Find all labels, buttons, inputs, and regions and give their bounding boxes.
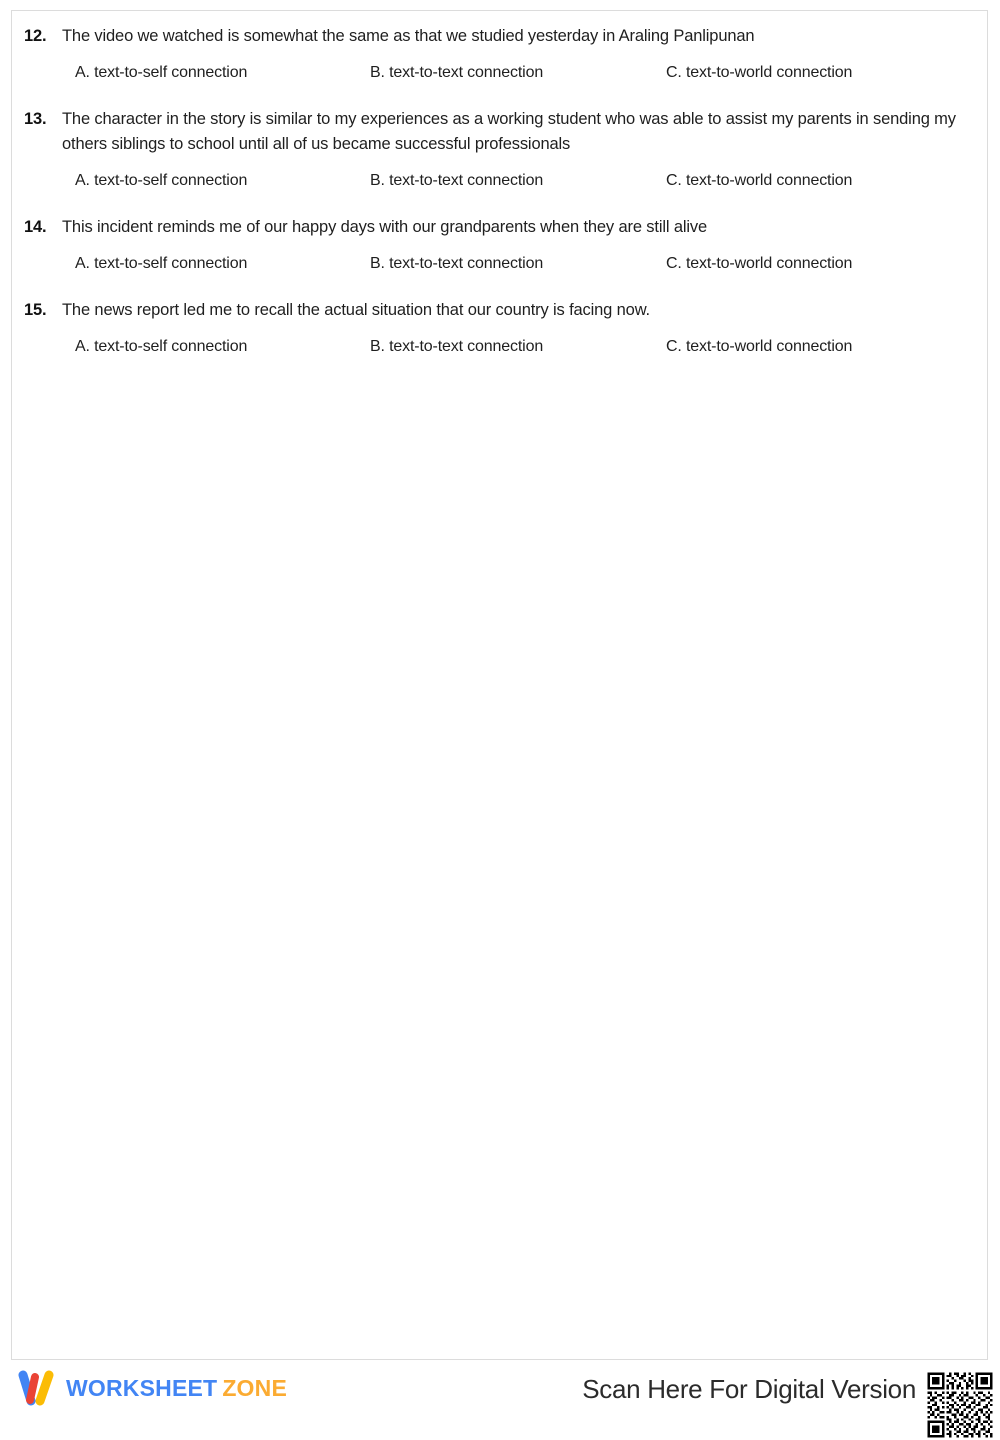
question-text: This incident reminds me of our happy days with our grandparents when they are still alive [62,218,708,236]
question-number: 14. [24,218,47,236]
option-c[interactable]: C. text-to-world connection [666,255,853,272]
questions-list [24,24,967,359]
option-a[interactable]: A. text-to-self connection [75,255,248,272]
question-text-row [24,298,967,323]
question-number: 15. [24,301,47,319]
question-text-row [24,24,967,49]
option-a[interactable]: A. text-to-self connection [75,338,248,355]
brand-wordmark [66,1375,287,1402]
brand-word-secondary: ZONE [222,1374,288,1401]
question-item [24,298,967,359]
option-a[interactable]: A. text-to-self connection [75,64,248,81]
question-text: The video we watched is somewhat the same as that we studied yesterday in Araling Panlipunan [62,27,755,45]
option-c[interactable]: C. text-to-world connection [666,172,853,189]
option-c[interactable]: C. text-to-world connection [666,64,853,81]
question-item [24,24,967,85]
question-text-row [24,215,967,240]
option-b[interactable]: B. text-to-text connection [370,338,544,355]
question-options [24,252,967,276]
worksheet-zone-mark-icon [16,1370,60,1406]
question-number: 13. [24,110,47,128]
question-number: 12. [24,27,47,45]
option-a[interactable]: A. text-to-self connection [75,172,248,189]
qr-code-icon[interactable] [925,1370,995,1440]
question-text: The news report led me to recall the actual situation that our country is facing now. [62,301,650,319]
option-c[interactable]: C. text-to-world connection [666,338,853,355]
question-text-row [24,107,967,157]
question-options [24,169,967,193]
question-item [24,215,967,276]
worksheet-zone-logo[interactable] [16,1368,287,1408]
brand-word-primary: WORKSHEET [66,1374,218,1401]
scan-here-label: Scan Here For Digital Version [582,1374,916,1404]
page-footer [0,1362,1000,1414]
option-b[interactable]: B. text-to-text connection [370,172,544,189]
question-item [24,107,967,193]
option-b[interactable]: B. text-to-text connection [370,255,544,272]
option-b[interactable]: B. text-to-text connection [370,64,544,81]
question-text: The character in the story is similar to my experiences as a working student who was able to assist my parents in sending my others siblings to school until all of us became successful professionals [62,110,956,153]
question-options [24,61,967,85]
worksheet-page-card [11,10,988,1360]
question-options [24,335,967,359]
